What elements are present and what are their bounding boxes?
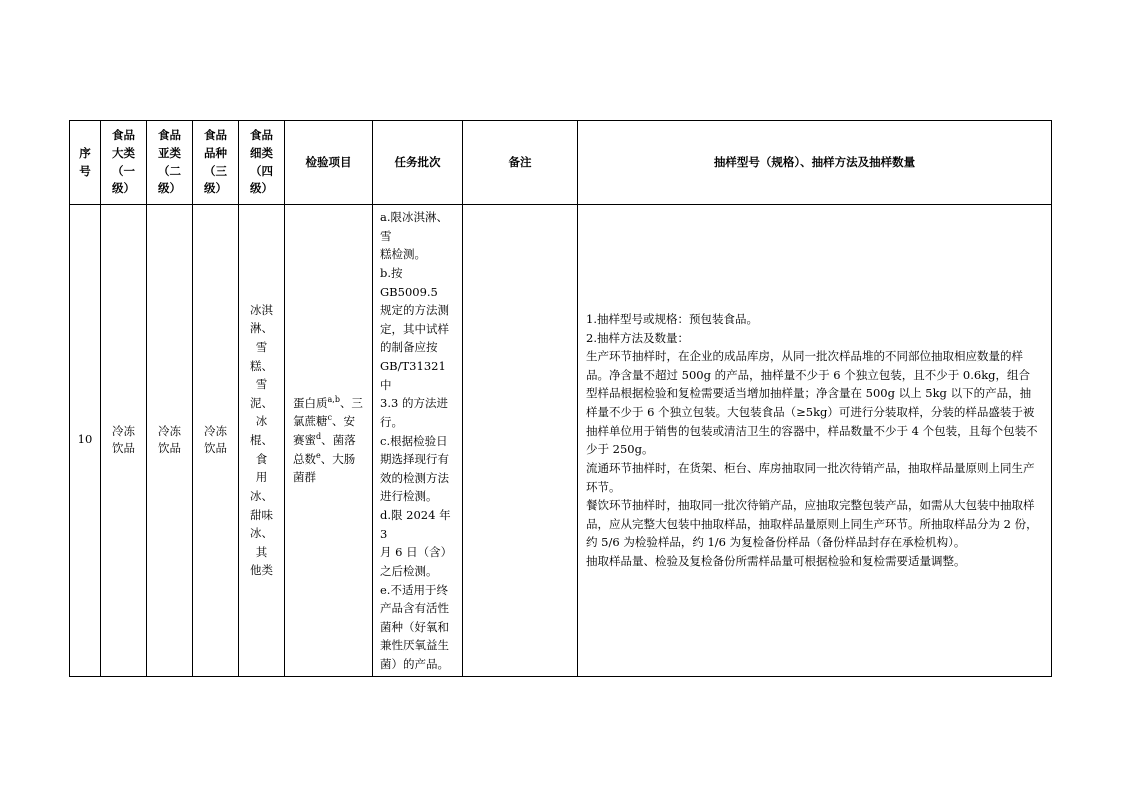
cell-test-items: 蛋白质$^{a,b}$、三氯蔗糖$^c$、安赛蜜$^d$、菌落总数$^e$、大肠菌群: [285, 205, 373, 677]
cell-category-2: 冷冻 饮品: [147, 205, 193, 677]
header-test-items: 检验项目: [285, 121, 373, 205]
table-row: [70, 205, 1052, 677]
header-category-2: 食品 亚类 （二 级）: [147, 121, 193, 205]
header-seq: 序 号: [70, 121, 101, 205]
header-row: [70, 121, 1052, 205]
cell-category-3: 冷冻 饮品: [193, 205, 239, 677]
cell-category-1: 冷冻 饮品: [101, 205, 147, 677]
sampling-plan-table: [69, 120, 1052, 677]
header-remarks: 备注: [463, 121, 578, 205]
cell-category-4: 冰淇 淋、雪 糕、雪 泥、冰 棍、食 用冰、 甜味 冰、其 他类: [239, 205, 285, 677]
cell-remarks: [463, 205, 578, 677]
header-task-batch: 任务批次: [373, 121, 463, 205]
cell-sampling: 1.抽样型号或规格：预包装食品。 2.抽样方法及数量： 生产环节抽样时，在企业的成品库房，从同一批次样品堆的不同部位抽取相应数量的样品。净含量不超过 500g 的产品，抽样量不少于 6 个独立包装，且不少于 0.6kg，组合型样品根据检验和复检需要适当增加抽样量；净含量在 500g 以上 5kg 以下的产品，抽样量不少于 6 个独立包装。大包装食品（≥5kg）可进行分装取样，分装的样品盛装于被抽样单位用于销售的包装或清洁卫生的容器中，样品数量不少于 4 个包装，且每个包装不少于 250g。 流通环节抽样时，在货架、柜台、库房抽取同一批次待销产品，抽取样品量原则上同生产环节。 餐饮环节抽样时，抽取同一批次待销产品，应抽取完整包装产品，如需从大包装中抽取样品，应从完整大包装中抽取样品，抽取样品量原则上同生产环节。所抽取样品分为 2 份，约 5/6 为检验样品，约 1/6 为复检备份样品（备份样品封存在承检机构）。 抽取样品量、检验及复检备份所需样品量可根据检验和复检需要适量调整。: [578, 205, 1052, 677]
header-category-4: 食品 细类 （四 级）: [239, 121, 285, 205]
header-sampling: 抽样型号（规格）、抽样方法及抽样数量: [578, 121, 1052, 205]
header-category-3: 食品 品种 （三 级）: [193, 121, 239, 205]
cell-task-batch: a.限冰淇淋、雪 糕检测。 b.按 GB5009.5 规定的方法测 定，其中试样 的制备应按 GB/T31321 中 3.3 的方法进 行。 c.根据检验日 期选择现行有 效的检测方法 进行检测。 d.限 2024 年 3 月 6 日（含） 之后检测。 e.不适用于终 产品含有活性 菌种（好氧和 兼性厌氧益生 菌）的产品。: [373, 205, 463, 677]
cell-seq: 10: [70, 205, 101, 677]
header-category-1: 食品 大类 （一 级）: [101, 121, 147, 205]
